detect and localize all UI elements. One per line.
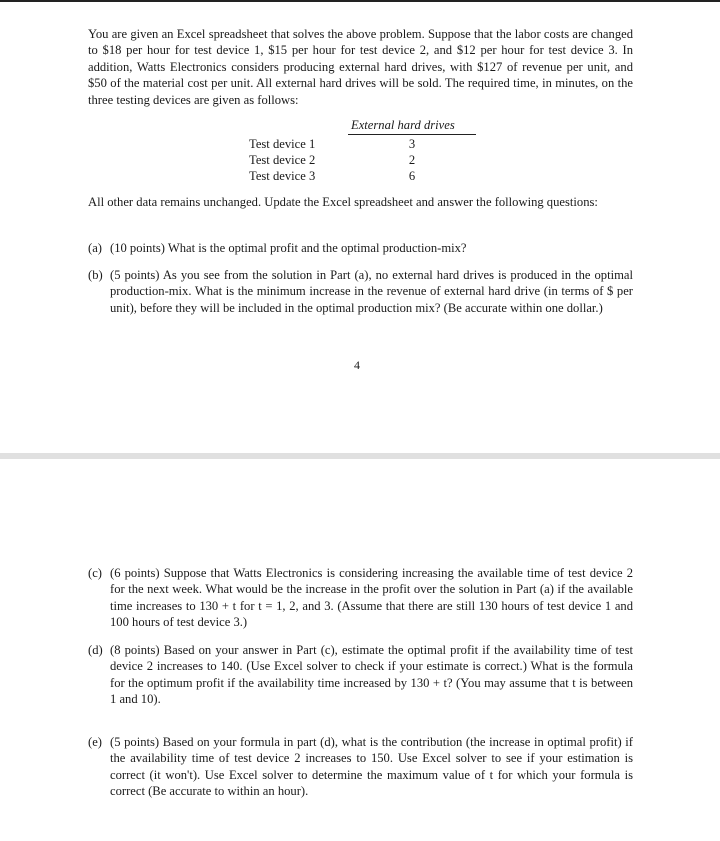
question-e	[88, 734, 633, 800]
question-d-text: (8 points) Based on your answer in Part (c), estimate the optimal profit if the availability time of test device 2 increases to 140. (Use Excel solver to check if your estimate is correct.) What is the formula for the optimum profit if the availability time increased by 130 + t? (You may assume that t is between 1 and 10).	[110, 643, 633, 707]
table-header-rule	[348, 134, 476, 135]
question-e-label: (e)	[88, 735, 102, 749]
question-c-label: (c)	[88, 566, 102, 580]
question-a	[88, 240, 633, 256]
question-d-label: (d)	[88, 643, 103, 657]
question-d	[88, 642, 633, 708]
question-e-text: (5 points) Based on your formula in part (d), what is the contribution (the increase in optimal profit) if the availability time of test device 2 increases to 150. Use Excel solver to see if your estimation is correct (it won't). Use Excel solver to determine the maximum value of t for which your formula is correct (Be accurate to within an hour).	[110, 735, 633, 799]
question-b-text: (5 points) As you see from the solution in Part (a), no external hard drives is produced in the optimal production-mix. What is the minimum increase in the revenue of external hard drive (in terms of $ per unit), before they will be included in the optimal production mix? (Be accurate within one dollar.)	[110, 268, 633, 315]
table-row-label: Test device 2	[249, 153, 316, 167]
table-row-label: Test device 3	[249, 169, 316, 183]
question-c-text: (6 points) Suppose that Watts Electronics is considering increasing the available time of test device 2 for the next week. What would be the increase in the profit over the solution in Part (a) if the available time increases to 130 + t for t = 1, 2, and 3. (Assume that there are still 130 hours of test device 1 and 100 hours of test device 3.)	[110, 566, 633, 630]
question-b-label: (b)	[88, 268, 103, 282]
question-a-label: (a)	[88, 241, 102, 255]
page-number: 4	[354, 358, 360, 372]
hard-drive-time-table	[0, 118, 720, 188]
intro-paragraph: You are given an Excel spreadsheet that solves the above problem. Suppose that the labor costs are changed to $18 per hour for test device 1, $15 per hour for test device 2, and $12 per hour for test device 3. In addition, Watts Electronics considers producing external hard drives, with $127 of revenue per unit, and $50 of the material cost per unit. All external hard drives will be sold. The required time, in minutes, on the three testing devices are given as follows:	[88, 27, 633, 107]
question-b	[88, 267, 633, 316]
question-a-text: (10 points) What is the optimal profit and the optimal production-mix?	[110, 241, 467, 255]
table-row-value: 2	[408, 153, 416, 167]
closing-paragraph: All other data remains unchanged. Update the Excel spreadsheet and answer the following questions:	[88, 195, 598, 209]
page-2	[0, 459, 720, 841]
table-header: External hard drives	[351, 118, 455, 132]
table-row-value: 3	[408, 137, 416, 151]
question-c	[88, 565, 633, 631]
table-row-value: 6	[408, 169, 416, 183]
table-row-label: Test device 1	[249, 137, 316, 151]
